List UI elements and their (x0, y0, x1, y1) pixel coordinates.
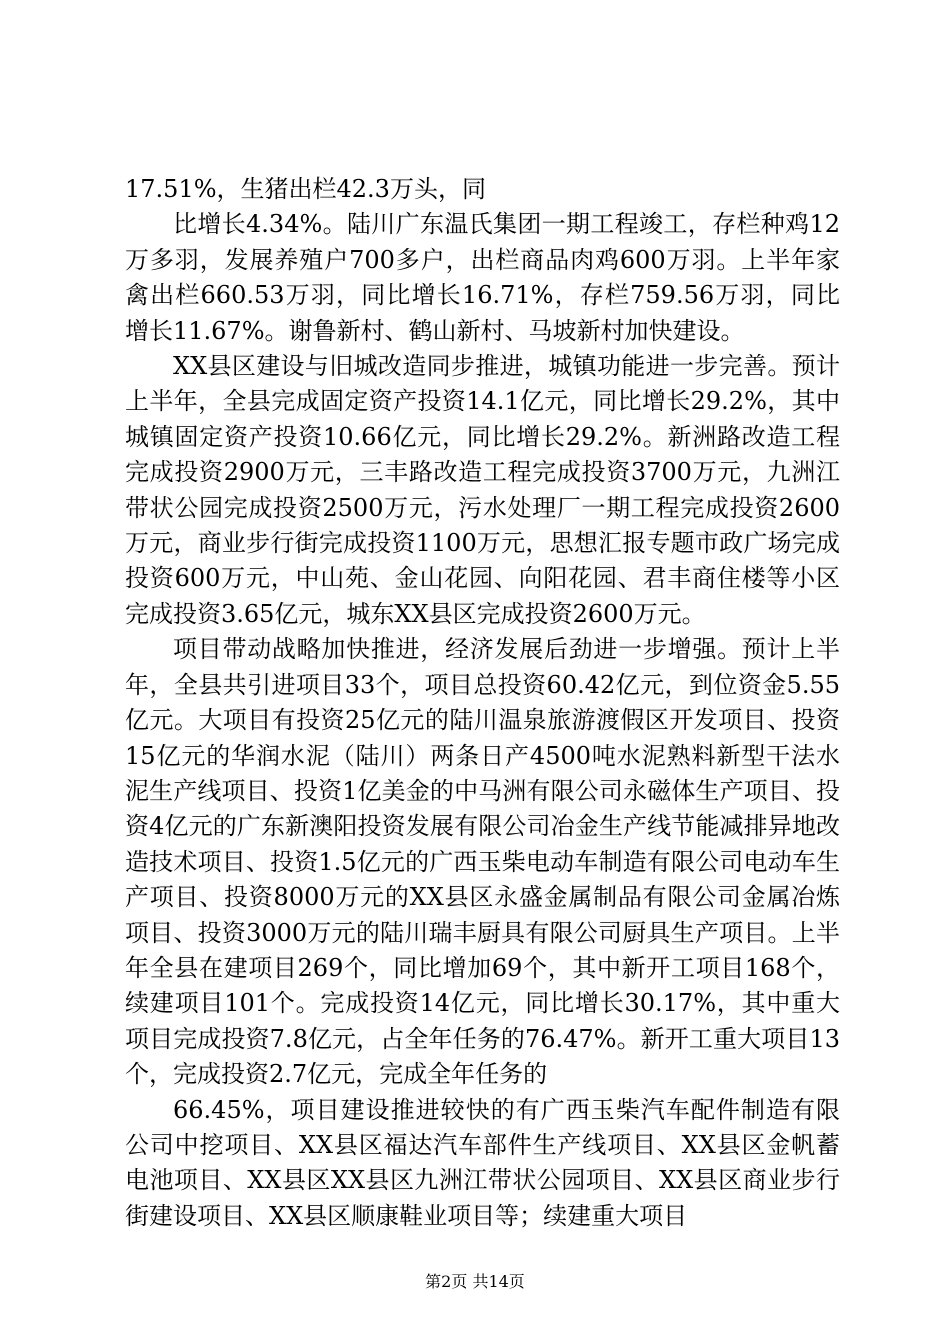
paragraph-continuation: 17.51%，生猪出栏42.3万头，同 (125, 175, 486, 203)
paragraph-urban-construction: XX县区建设与旧城改造同步推进，城镇功能进一步完善。预计上半年，全县完成固定资产投资14.1亿元，同比增长29.2%，其中城镇固定资产投资10.66亿元，同比增长29.2%。新洲路改造工程完成投资2900万元，三丰路改造工程完成投资3700万元，九洲江带状公园完成投资2500万元，污水处理厂一期工程完成投资2600万元，商业步行街完成投资1100万元，思想汇报专题市政广场完成投资600万元，中山苑、金山花园、向阳花园、君丰商住楼等小区完成投资3.65亿元，城东XX县区完成投资2600万元。 (125, 352, 840, 628)
document-body (125, 172, 840, 1234)
page-number-footer: 第2页 共14页 (425, 1272, 525, 1291)
paragraph-poultry: 比增长4.34%。陆川广东温氏集团一期工程竣工，存栏种鸡12万多羽，发展养殖户700多户，出栏商品肉鸡600万羽。上半年家禽出栏660.53万羽，同比增长16.71%，存栏759.56万羽，同比增长11.67%。谢鲁新村、鹤山新村、马坡新村加快建设。 (125, 210, 840, 345)
paragraph-key-projects: 66.45%，项目建设推进较快的有广西玉柴汽车配件制造有限公司中挖项目、XX县区福达汽车部件生产线项目、XX县区金帆蓄电池项目、XX县区XX县区九洲江带状公园项目、XX县区商业步行街建设项目、XX县区顺康鞋业项目等；续建重大项目 (125, 1095, 840, 1230)
paragraph-projects: 项目带动战略加快推进，经济发展后劲进一步增强。预计上半年，全县共引进项目33个，项目总投资60.42亿元，到位资金5.55亿元。大项目有投资25亿元的陆川温泉旅游渡假区开发项目、投资15亿元的华润水泥（陆川）两条日产4500吨水泥熟料新型干法水泥生产线项目、投资1亿美金的中马洲有限公司永磁体生产项目、投资4亿元的广东新澳阳投资发展有限公司冶金生产线节能减排异地改造技术项目、投资1.5亿元的广西玉柴电动车制造有限公司电动车生产项目、投资8000万元的XX县区永盛金属制品有限公司金属冶炼项目、投资3000万元的陆川瑞丰厨具有限公司厨具生产项目。上半年全县在建项目269个，同比增加69个，其中新开工项目168个，续建项目101个。完成投资14亿元，同比增长30.17%，其中重大项目完成投资7.8亿元，占全年任务的76.47%。新开工重大项目13个，完成投资2.7亿元，完成全年任务的 (125, 635, 840, 1089)
